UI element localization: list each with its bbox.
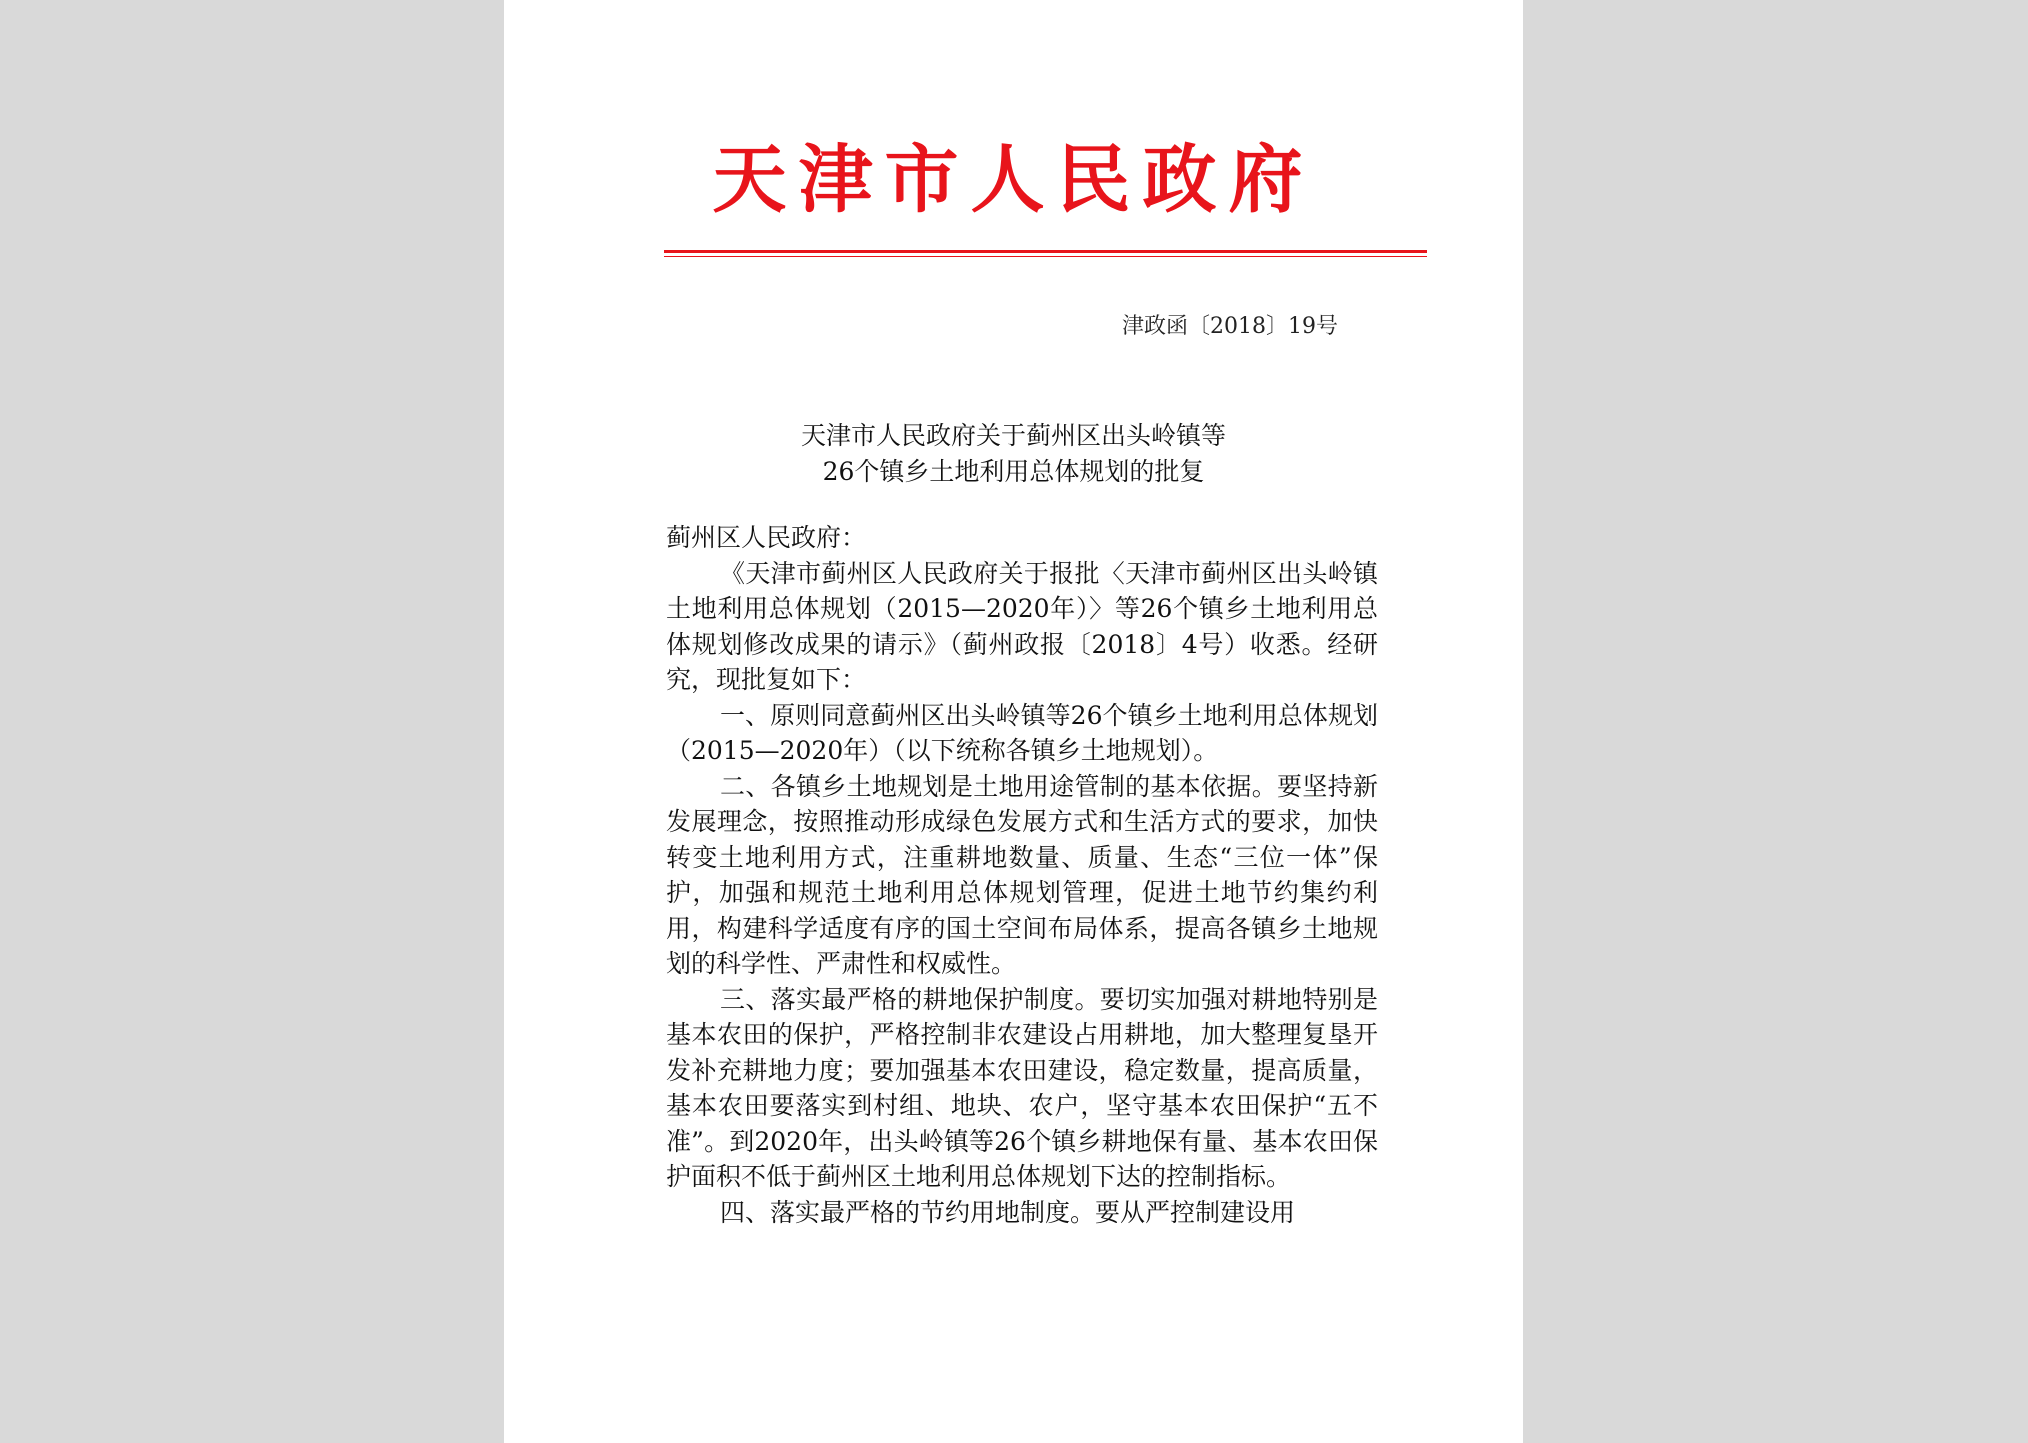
document-title bbox=[504, 418, 1523, 490]
masthead-red-rule bbox=[664, 250, 1427, 253]
masthead-title: 天津市人民政府 bbox=[712, 137, 1315, 223]
document-body bbox=[666, 520, 1378, 1230]
paragraph-item-2: 二、各镇乡土地规划是土地用途管制的基本依据。要坚持新发展理念，按照推动形成绿色发展方式和生活方式的要求，加快转变土地利用方式，注重耕地数量、质量、生态“三位一体”保护，加强和规范土地利用总体规划管理，促进土地节约集约利用，构建科学适度有序的国土空间布局体系，提高各镇乡土地规划的科学性、严肃性和权威性。 bbox=[666, 771, 1378, 978]
paragraph-item-1: 一、原则同意蓟州区出头岭镇等26个镇乡土地利用总体规划（2015—2020年）（以下统称各镇乡土地规划）。 bbox=[666, 700, 1378, 765]
paragraph-request: 《天津市蓟州区人民政府关于报批〈天津市蓟州区出头岭镇土地利用总体规划（2015—2020年）〉等26个镇乡土地利用总体规划修改成果的请示》（蓟州政报〔2018〕4号）收悉。经研究，现批复如下： bbox=[666, 558, 1378, 694]
document-number: 津政函〔2018〕19号 bbox=[1122, 314, 1338, 339]
addressee: 蓟州区人民政府： bbox=[666, 523, 867, 552]
paragraph-item-4: 四、落实最严格的节约用地制度。要从严控制建设用 bbox=[720, 1197, 1296, 1227]
masthead-red-rule-thin bbox=[664, 256, 1427, 257]
document-title-line-1: 天津市人民政府关于蓟州区出头岭镇等 bbox=[800, 421, 1226, 450]
document-title-line-2: 26个镇乡土地利用总体规划的批复 bbox=[822, 457, 1205, 486]
document-page bbox=[504, 0, 1523, 1443]
paragraph-item-3: 三、落实最严格的耕地保护制度。要切实加强对耕地特别是基本农田的保护，严格控制非农建设占用耕地，加大整理复垦开发补充耕地力度；要加强基本农田建设，稳定数量，提高质量，基本农田要落实到村组、地块、农户，坚守基本农田保护“五不准”。到2020年，出头岭镇等26个镇乡耕地保有量、基本农田保护面积不低于蓟州区土地利用总体规划下达的控制指标。 bbox=[666, 984, 1378, 1191]
